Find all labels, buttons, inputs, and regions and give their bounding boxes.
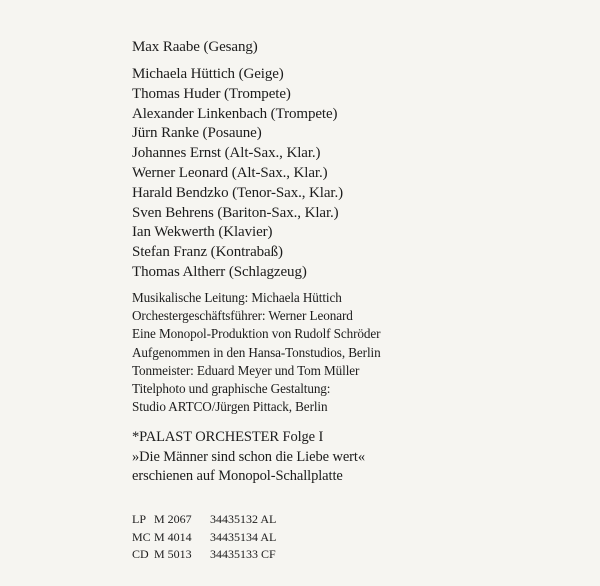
credit-line: Eine Monopol-Produktion von Rudolf Schröder: [132, 326, 381, 342]
member-line: Ian Wekwerth (Klavier): [132, 224, 273, 241]
catalog-format: LP: [132, 512, 147, 526]
catalog-numbers: [132, 511, 300, 564]
catalog-number: M 4014: [154, 529, 192, 544]
members-list: [132, 65, 343, 283]
note-line: »Die Männer sind schon die Liebe wert«: [132, 448, 365, 465]
lead-vocalist-block: [132, 37, 258, 57]
catalog-row: [132, 546, 300, 564]
catalog-row: [132, 529, 300, 547]
credit-line: Orchestergeschäftsführer: Werner Leonard: [132, 308, 353, 324]
member-line: Stefan Franz (Kontrabaß): [132, 244, 283, 261]
catalog-code: 34435134 AL: [210, 529, 277, 544]
catalog-code: 34435132 AL: [210, 512, 277, 526]
catalog-row: [132, 511, 300, 529]
credit-line: Titelphoto und graphische Gestaltung:: [132, 381, 331, 397]
member-line: Alexander Linkenbach (Trompete): [132, 105, 338, 122]
member-line: Johannes Ernst (Alt-Sax., Klar.): [132, 145, 321, 162]
credit-line: Studio ARTCO/Jürgen Pittack, Berlin: [132, 399, 328, 415]
catalog-format: CD: [132, 547, 149, 561]
member-line: Michaela Hüttich (Geige): [132, 66, 284, 82]
catalog-format: MC: [132, 529, 151, 544]
note-line: *PALAST ORCHESTER Folge I: [132, 429, 324, 445]
member-line: Sven Behrens (Bariton-Sax., Klar.): [132, 204, 339, 221]
member-line: Werner Leonard (Alt-Sax., Klar.): [132, 164, 328, 181]
credit-line: Musikalische Leitung: Michaela Hüttich: [132, 290, 342, 305]
release-note: [132, 428, 365, 487]
note-line: erschienen auf Monopol-Schallplatte: [132, 468, 343, 484]
credits-block: [132, 289, 381, 416]
catalog-number: M 5013: [154, 547, 192, 561]
member-line: Thomas Altherr (Schlagzeug): [132, 263, 307, 280]
catalog-code: 34435133 CF: [210, 547, 276, 561]
lead-vocalist: Max Raabe (Gesang): [132, 39, 258, 55]
credit-line: Aufgenommen in den Hansa-Tonstudios, Berlin: [132, 344, 381, 360]
member-line: Thomas Huder (Trompete): [132, 85, 291, 102]
credit-line: Tonmeister: Eduard Meyer und Tom Müller: [132, 362, 360, 378]
member-line: Jürn Ranke (Posaune): [132, 125, 262, 142]
member-line: Harald Bendzko (Tenor-Sax., Klar.): [132, 184, 344, 201]
catalog-number: M 2067: [154, 512, 192, 526]
